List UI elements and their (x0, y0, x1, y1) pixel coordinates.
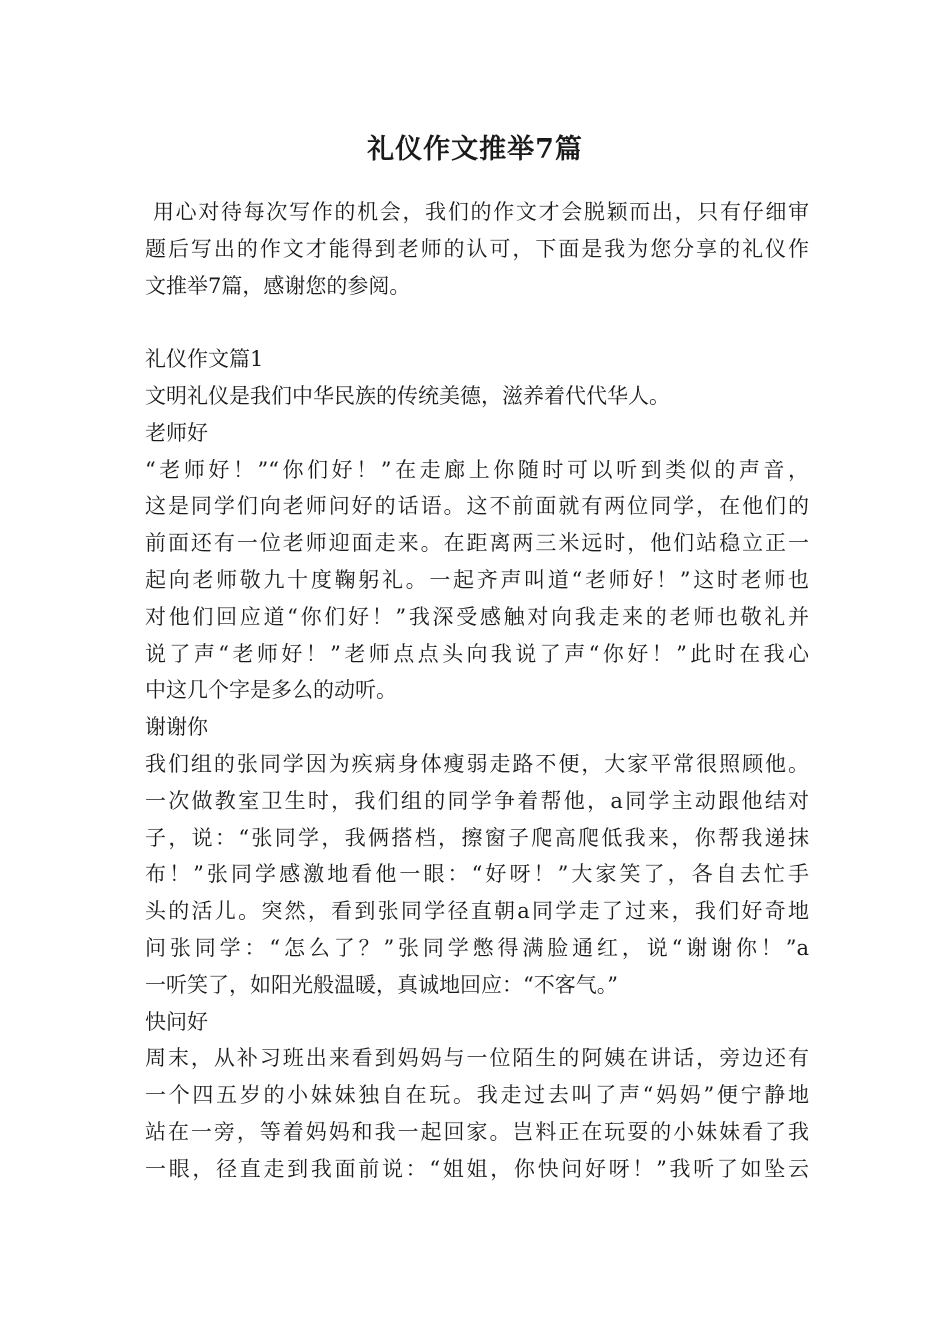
section-heading: 礼仪作文篇1 (145, 347, 264, 372)
paragraph-line: 子，说：“张同学，我俩搭档，擦窗子爬高爬低我来，你帮我递抹 (145, 825, 809, 850)
paragraph-line: 周末，从补习班出来看到妈妈与一位陌生的阿姨在讲话，旁边还有 (145, 1046, 809, 1071)
paragraph-line: 对他们回应道“你们好！”我深受感触对向我走来的老师也敬礼并 (145, 604, 809, 629)
document-title: 礼仪作文推举7篇 (367, 134, 583, 165)
document-body (145, 194, 809, 1188)
paragraph-line: 这是同学们向老师问好的话语。这不前面就有两位同学，在他们的 (145, 494, 809, 519)
subsection-heading: 快问好 (145, 1009, 208, 1034)
paragraph-line: 起向老师敬九十度鞠躬礼。一起齐声叫道“老师好！”这时老师也 (145, 567, 809, 592)
section-opening: 文明礼仪是我们中华民族的传统美德，滋养着代代华人。 (145, 383, 670, 408)
paragraph-line: 头的活儿。突然，看到张同学径直朝a同学走了过来，我们好奇地 (145, 899, 809, 924)
subsection-heading: 谢谢你 (145, 715, 208, 740)
paragraph-line: 一听笑了，如阳光般温暖，真诚地回应：“不客气。” (145, 972, 618, 997)
paragraph-line: 一个四五岁的小妹妹独自在玩。我走过去叫了声“妈妈”便宁静地 (145, 1083, 809, 1108)
paragraph-line: 我们组的张同学因为疾病身体瘦弱走路不便，大家平常很照顾他。 (145, 751, 809, 776)
intro-line: 文推举7篇，感谢您的参阅。 (145, 273, 411, 298)
subsection-heading: 老师好 (145, 420, 208, 445)
paragraph-gap (145, 304, 809, 341)
paragraph-line: 中这几个字是多么的动听。 (145, 678, 397, 703)
intro-line: 题后写出的作文才能得到老师的认可，下面是我为您分享的礼仪作 (145, 236, 809, 261)
paragraph-line: 站在一旁，等着妈妈和我一起回家。岂料正在玩耍的小妹妹看了我 (145, 1119, 809, 1144)
paragraph-line: 说了声“老师好！”老师点点头向我说了声“你好！”此时在我心 (145, 641, 809, 666)
paragraph-line: 问张同学：“怎么了？”张同学憋得满脸通红，说“谢谢你！”a (145, 935, 809, 960)
paragraph-line: 布！”张同学感激地看他一眼：“好呀！”大家笑了，各自去忙手 (145, 862, 809, 887)
intro-line: 用心对待每次写作的机会，我们的作文才会脱颖而出，只有仔细审 (153, 200, 809, 224)
paragraph-line: 前面还有一位老师迎面走来。在距离两三米远时，他们站稳立正一 (145, 531, 809, 556)
paragraph-line: 一眼，径直走到我面前说：“姐姐，你快问好呀！”我听了如坠云 (145, 1156, 809, 1181)
paragraph-line: 一次做教室卫生时，我们组的同学争着帮他，a同学主动跟他结对 (145, 788, 809, 813)
paragraph-line: “老师好！”“你们好！”在走廊上你随时可以听到类似的声音， (145, 457, 809, 482)
